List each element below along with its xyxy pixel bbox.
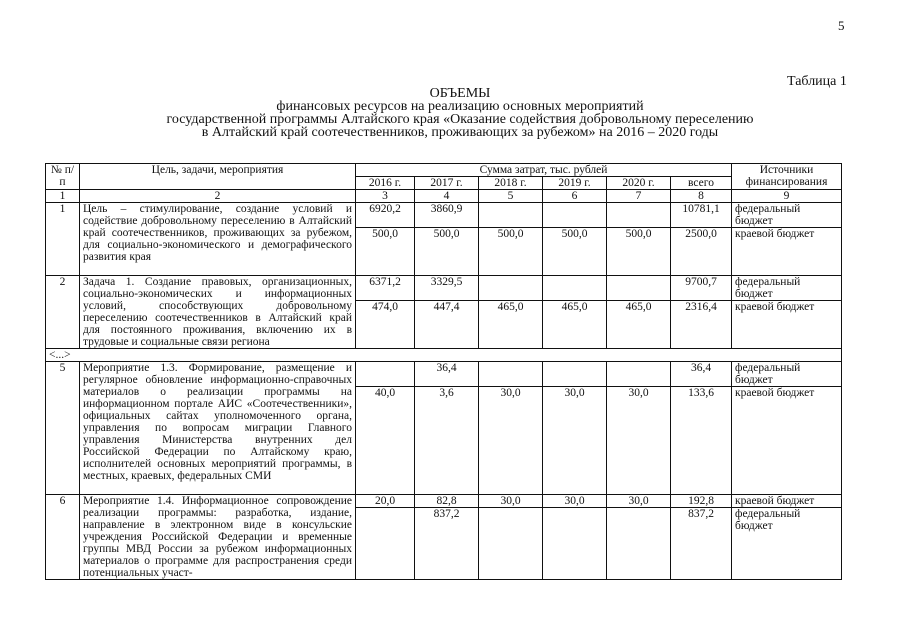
table-row: [46, 362, 842, 387]
index-cell: 9: [732, 190, 842, 203]
header-row: [46, 164, 842, 177]
total-cell: 837,2: [671, 508, 732, 580]
value-cell: 3860,9: [415, 203, 479, 228]
total-cell: 192,8: [671, 495, 732, 508]
title-line-3: государственной программы Алтайского края «Оказание содействия добровольному переселению: [166, 112, 754, 127]
value-cell: [479, 203, 543, 228]
value-cell: 500,0: [543, 228, 607, 276]
source-cell: краевой бюджет: [732, 301, 842, 349]
row-num: 2: [46, 276, 80, 349]
index-cell: 1: [46, 190, 80, 203]
row-text: Задача 1. Создание правовых, организационных, социально-экономических и информационных условий, способствующих добровольному переселению соотечественников в Алтайский край для постоянного проживания, включению их в трудовые и социальные связи региона: [80, 276, 356, 349]
total-cell: 10781,1: [671, 203, 732, 228]
value-cell: [607, 276, 671, 301]
value-cell: [607, 508, 671, 580]
index-cell: 4: [415, 190, 479, 203]
table-row: [46, 276, 842, 301]
ellipsis-row: [46, 349, 842, 362]
value-cell: 3329,5: [415, 276, 479, 301]
value-cell: 6920,2: [356, 203, 415, 228]
value-cell: 6371,2: [356, 276, 415, 301]
value-cell: [543, 362, 607, 387]
total-cell: 2316,4: [671, 301, 732, 349]
total-cell: 133,6: [671, 387, 732, 495]
title-line-2: финансовых ресурсов на реализацию основных мероприятий: [276, 99, 644, 114]
source-cell: краевой бюджет: [732, 228, 842, 276]
header-2016: 2016 г.: [356, 177, 415, 190]
table-label: Таблица 1: [787, 74, 847, 89]
page-number: 5: [838, 18, 845, 33]
source-cell: федеральный бюджет: [732, 276, 842, 301]
total-cell: 36,4: [671, 362, 732, 387]
title-line-4: в Алтайский край соотечественников, проживающих за рубежом» на 2016 – 2020 годы: [201, 125, 719, 140]
source-cell: федеральный бюджет: [732, 508, 842, 580]
value-cell: 447,4: [415, 301, 479, 349]
value-cell: 500,0: [479, 228, 543, 276]
index-cell: 6: [543, 190, 607, 203]
document-title: [100, 87, 820, 139]
value-cell: [356, 362, 415, 387]
index-cell: 8: [671, 190, 732, 203]
header-sum: Сумма затрат, тыс. рублей: [356, 164, 732, 177]
value-cell: 474,0: [356, 301, 415, 349]
column-index-row: [46, 190, 842, 203]
header-total: всего: [671, 177, 732, 190]
value-cell: 465,0: [607, 301, 671, 349]
header-source: Источники финансирования: [732, 164, 842, 190]
value-cell: 500,0: [607, 228, 671, 276]
header-2018: 2018 г.: [479, 177, 543, 190]
value-cell: [607, 362, 671, 387]
value-cell: 30,0: [479, 495, 543, 508]
value-cell: 30,0: [479, 387, 543, 495]
funding-table: [45, 163, 842, 580]
row-num: 6: [46, 495, 80, 580]
source-cell: федеральный бюджет: [732, 203, 842, 228]
value-cell: 465,0: [479, 301, 543, 349]
value-cell: [479, 362, 543, 387]
value-cell: 20,0: [356, 495, 415, 508]
header-2019: 2019 г.: [543, 177, 607, 190]
row-num: 1: [46, 203, 80, 276]
row-num: 5: [46, 362, 80, 495]
source-cell: краевой бюджет: [732, 387, 842, 495]
header-goal: Цель, задачи, мероприятия: [80, 164, 356, 190]
header-2020: 2020 г.: [607, 177, 671, 190]
ellipsis-text: <...>: [46, 349, 842, 362]
value-cell: 30,0: [543, 495, 607, 508]
value-cell: 3,6: [415, 387, 479, 495]
source-cell: краевой бюджет: [732, 495, 842, 508]
row-text: Цель – стимулирование, создание условий и содействие добровольному переселению в Алтайский край соотечественников, проживающих за рубежом, для социально-экономического и демографического развития края: [80, 203, 356, 276]
value-cell: [479, 276, 543, 301]
value-cell: 82,8: [415, 495, 479, 508]
value-cell: [607, 203, 671, 228]
title-line-1: ОБЪЕМЫ: [429, 86, 491, 101]
value-cell: 30,0: [543, 387, 607, 495]
total-cell: 9700,7: [671, 276, 732, 301]
index-cell: 7: [607, 190, 671, 203]
value-cell: 36,4: [415, 362, 479, 387]
index-cell: 2: [80, 190, 356, 203]
value-cell: 40,0: [356, 387, 415, 495]
index-cell: 3: [356, 190, 415, 203]
value-cell: [479, 508, 543, 580]
value-cell: 30,0: [607, 495, 671, 508]
value-cell: 837,2: [415, 508, 479, 580]
value-cell: 30,0: [607, 387, 671, 495]
value-cell: [356, 508, 415, 580]
table-row: [46, 495, 842, 508]
table-row: [46, 203, 842, 228]
total-cell: 2500,0: [671, 228, 732, 276]
row-text: Мероприятие 1.4. Информационное сопровождение реализации программы: разработка, издание, направление в электронном виде в консульские учреждения Российской Федерации и временные группы МВД России за рубежом информационных материалов о программе для распространения среди потенциальных участ-: [80, 495, 356, 580]
source-cell: федеральный бюджет: [732, 362, 842, 387]
value-cell: 465,0: [543, 301, 607, 349]
value-cell: [543, 203, 607, 228]
value-cell: [543, 508, 607, 580]
value-cell: 500,0: [356, 228, 415, 276]
header-num: № п/п: [46, 164, 80, 190]
value-cell: 500,0: [415, 228, 479, 276]
index-cell: 5: [479, 190, 543, 203]
header-2017: 2017 г.: [415, 177, 479, 190]
value-cell: [543, 276, 607, 301]
row-text: Мероприятие 1.3. Формирование, размещение и регулярное обновление информационно-справочных материалов о реализации программы на информационном портале АИС «Соотечественники», официальных сайтах уполномоченного органа, управления по вопросам миграции Главного управления Министерства внутренних дел Российской Федерации по Алтайскому краю, исполнителей основных мероприятий программы, в местных, краевых, федеральных СМИ: [80, 362, 356, 495]
